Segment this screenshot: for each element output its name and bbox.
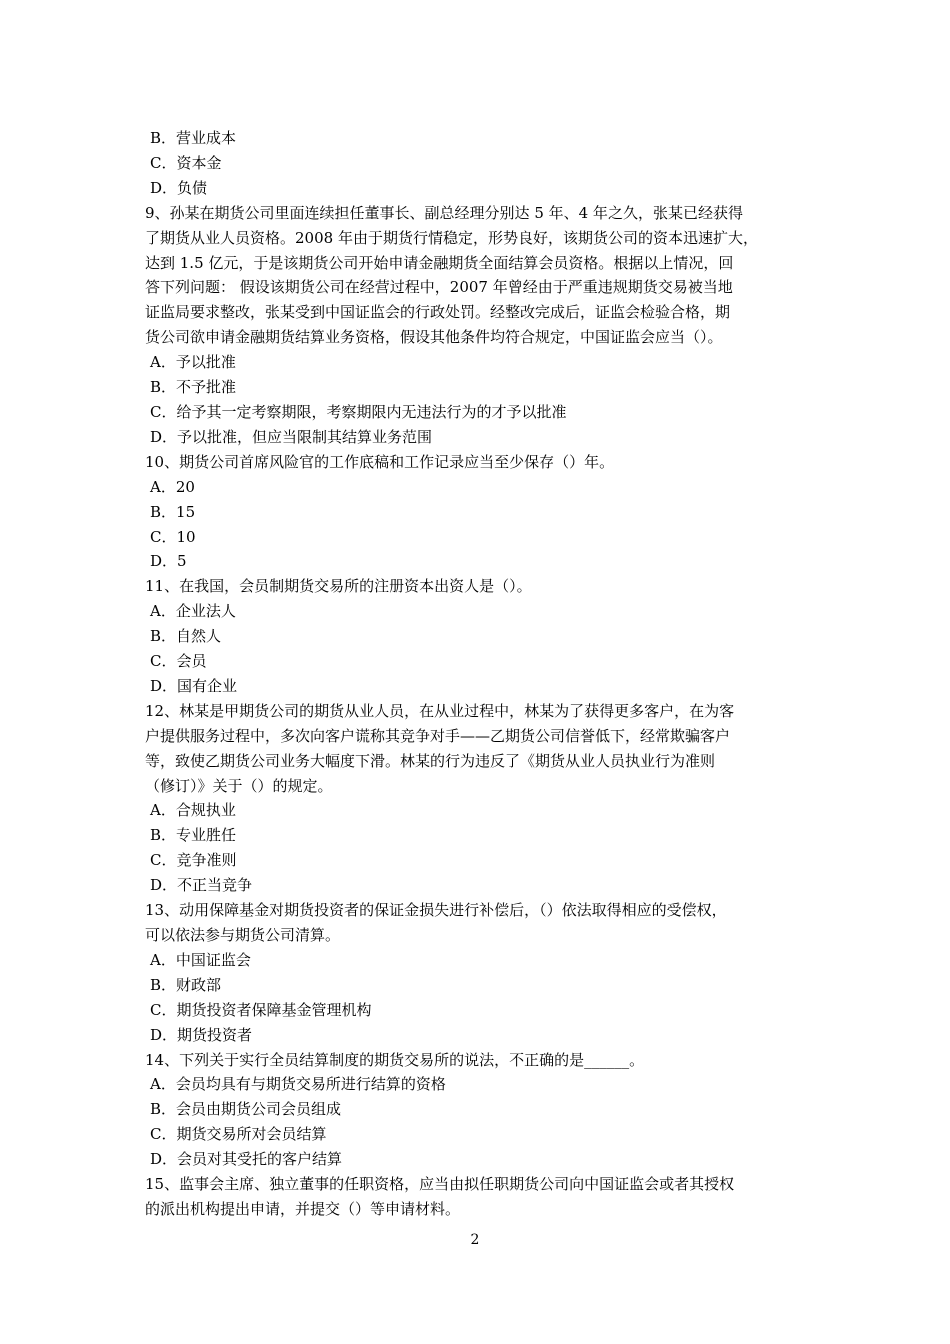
answer-option: D．会员对其受托的客户结算 — [150, 1150, 343, 1169]
answer-option: C．竞争准则 — [150, 851, 237, 870]
question-text-line: 9、孙某在期货公司里面连续担任董事长、副总经理分别达 5 年、4 年之久，张某已经获得 — [145, 203, 743, 222]
answer-option: B．不予批准 — [150, 378, 237, 397]
answer-option: B．自然人 — [150, 627, 222, 646]
answer-option: B．15 — [150, 502, 196, 521]
answer-option: C．期货投资者保障基金管理机构 — [150, 1000, 372, 1019]
question-text-line: 13、动用保障基金对期货投资者的保证金损失进行补偿后，（）依法取得相应的受偿权， — [145, 901, 727, 920]
question-text-line: 10、期货公司首席风险官的工作底稿和工作记录应当至少保存（）年。 — [145, 452, 615, 471]
answer-option: B．财政部 — [150, 975, 222, 994]
answer-option: B．专业胜任 — [150, 826, 237, 845]
question-text-line: 户提供服务过程中，多次向客户谎称其竞争对手——乙期货公司信誉低下，经常欺骗客户 — [145, 726, 731, 745]
answer-option: C．给予其一定考察期限，考察期限内无违法行为的才予以批准 — [150, 402, 567, 421]
answer-option: D．不正当竞争 — [150, 876, 253, 895]
answer-option: C．资本金 — [150, 153, 222, 172]
question-text-line: 等，致使乙期货公司业务大幅度下滑。林某的行为违反了《期货从业人员执业行为准则 — [145, 751, 716, 770]
answer-option: C．期货交易所对会员结算 — [150, 1125, 327, 1144]
answer-option: A．中国证监会 — [150, 950, 251, 969]
question-text-line: 货公司欲申请金融期货结算业务资格，假设其他条件均符合规定，中国证监会应当（）。 — [145, 328, 723, 347]
question-text-line: 14、下列关于实行全员结算制度的期货交易所的说法，不正确的是______。 — [145, 1050, 645, 1069]
question-text-line: 15、监事会主席、独立董事的任职资格，应当由拟任职期货公司向中国证监会或者其授权 — [145, 1175, 735, 1194]
question-text-line: 可以依法参与期货公司清算。 — [145, 926, 341, 944]
answer-option: A．20 — [150, 477, 195, 496]
answer-option: B．会员由期货公司会员组成 — [150, 1100, 342, 1119]
answer-option: C．会员 — [150, 652, 207, 671]
question-text-line: 证监局要求整改，张某受到中国证监会的行政处罚。经整改完成后，证监会检验合格，期 — [145, 303, 731, 322]
answer-option: A．予以批准 — [150, 353, 236, 372]
answer-option: A．会员均具有与期货交易所进行结算的资格 — [150, 1075, 446, 1094]
question-text-line: 达到 1.5 亿元，于是该期货公司开始申请金融期货全面结算会员资格。根据以上情况，回 — [145, 253, 734, 272]
question-text-line: 答下列问题： 假设该期货公司在经营过程中，2007 年曾经由于严重违规期货交易被当地 — [145, 278, 733, 297]
answer-option: D．5 — [150, 552, 187, 571]
question-text-line: 的派出机构提出申请，并提交（）等申请材料。 — [145, 1199, 461, 1218]
question-text-line: 了期货从业人员资格。2008 年由于期货行情稳定，形势良好，该期货公司的资本迅速扩大， — [145, 228, 758, 247]
answer-option: C．10 — [150, 527, 196, 546]
answer-option: A．合规执业 — [150, 801, 236, 820]
question-text-line: 12、林某是甲期货公司的期货从业人员，在从业过程中，林某为了获得更多客户，在为客 — [145, 701, 735, 720]
question-text-line: 11、在我国，会员制期货交易所的注册资本出资人是（）。 — [145, 577, 532, 596]
answer-option: D．负债 — [150, 178, 208, 197]
answer-option: D．予以批准，但应当限制其结算业务范围 — [150, 427, 433, 446]
question-text-line: （修订）》关于（）的规定。 — [145, 776, 333, 795]
answer-option: D．国有企业 — [150, 676, 238, 695]
answer-option: B．营业成本 — [150, 129, 237, 147]
page-number: 2 — [470, 1232, 480, 1248]
answer-option: D．期货投资者 — [150, 1025, 253, 1044]
answer-option: A．企业法人 — [150, 602, 236, 621]
document-body — [145, 126, 815, 1222]
